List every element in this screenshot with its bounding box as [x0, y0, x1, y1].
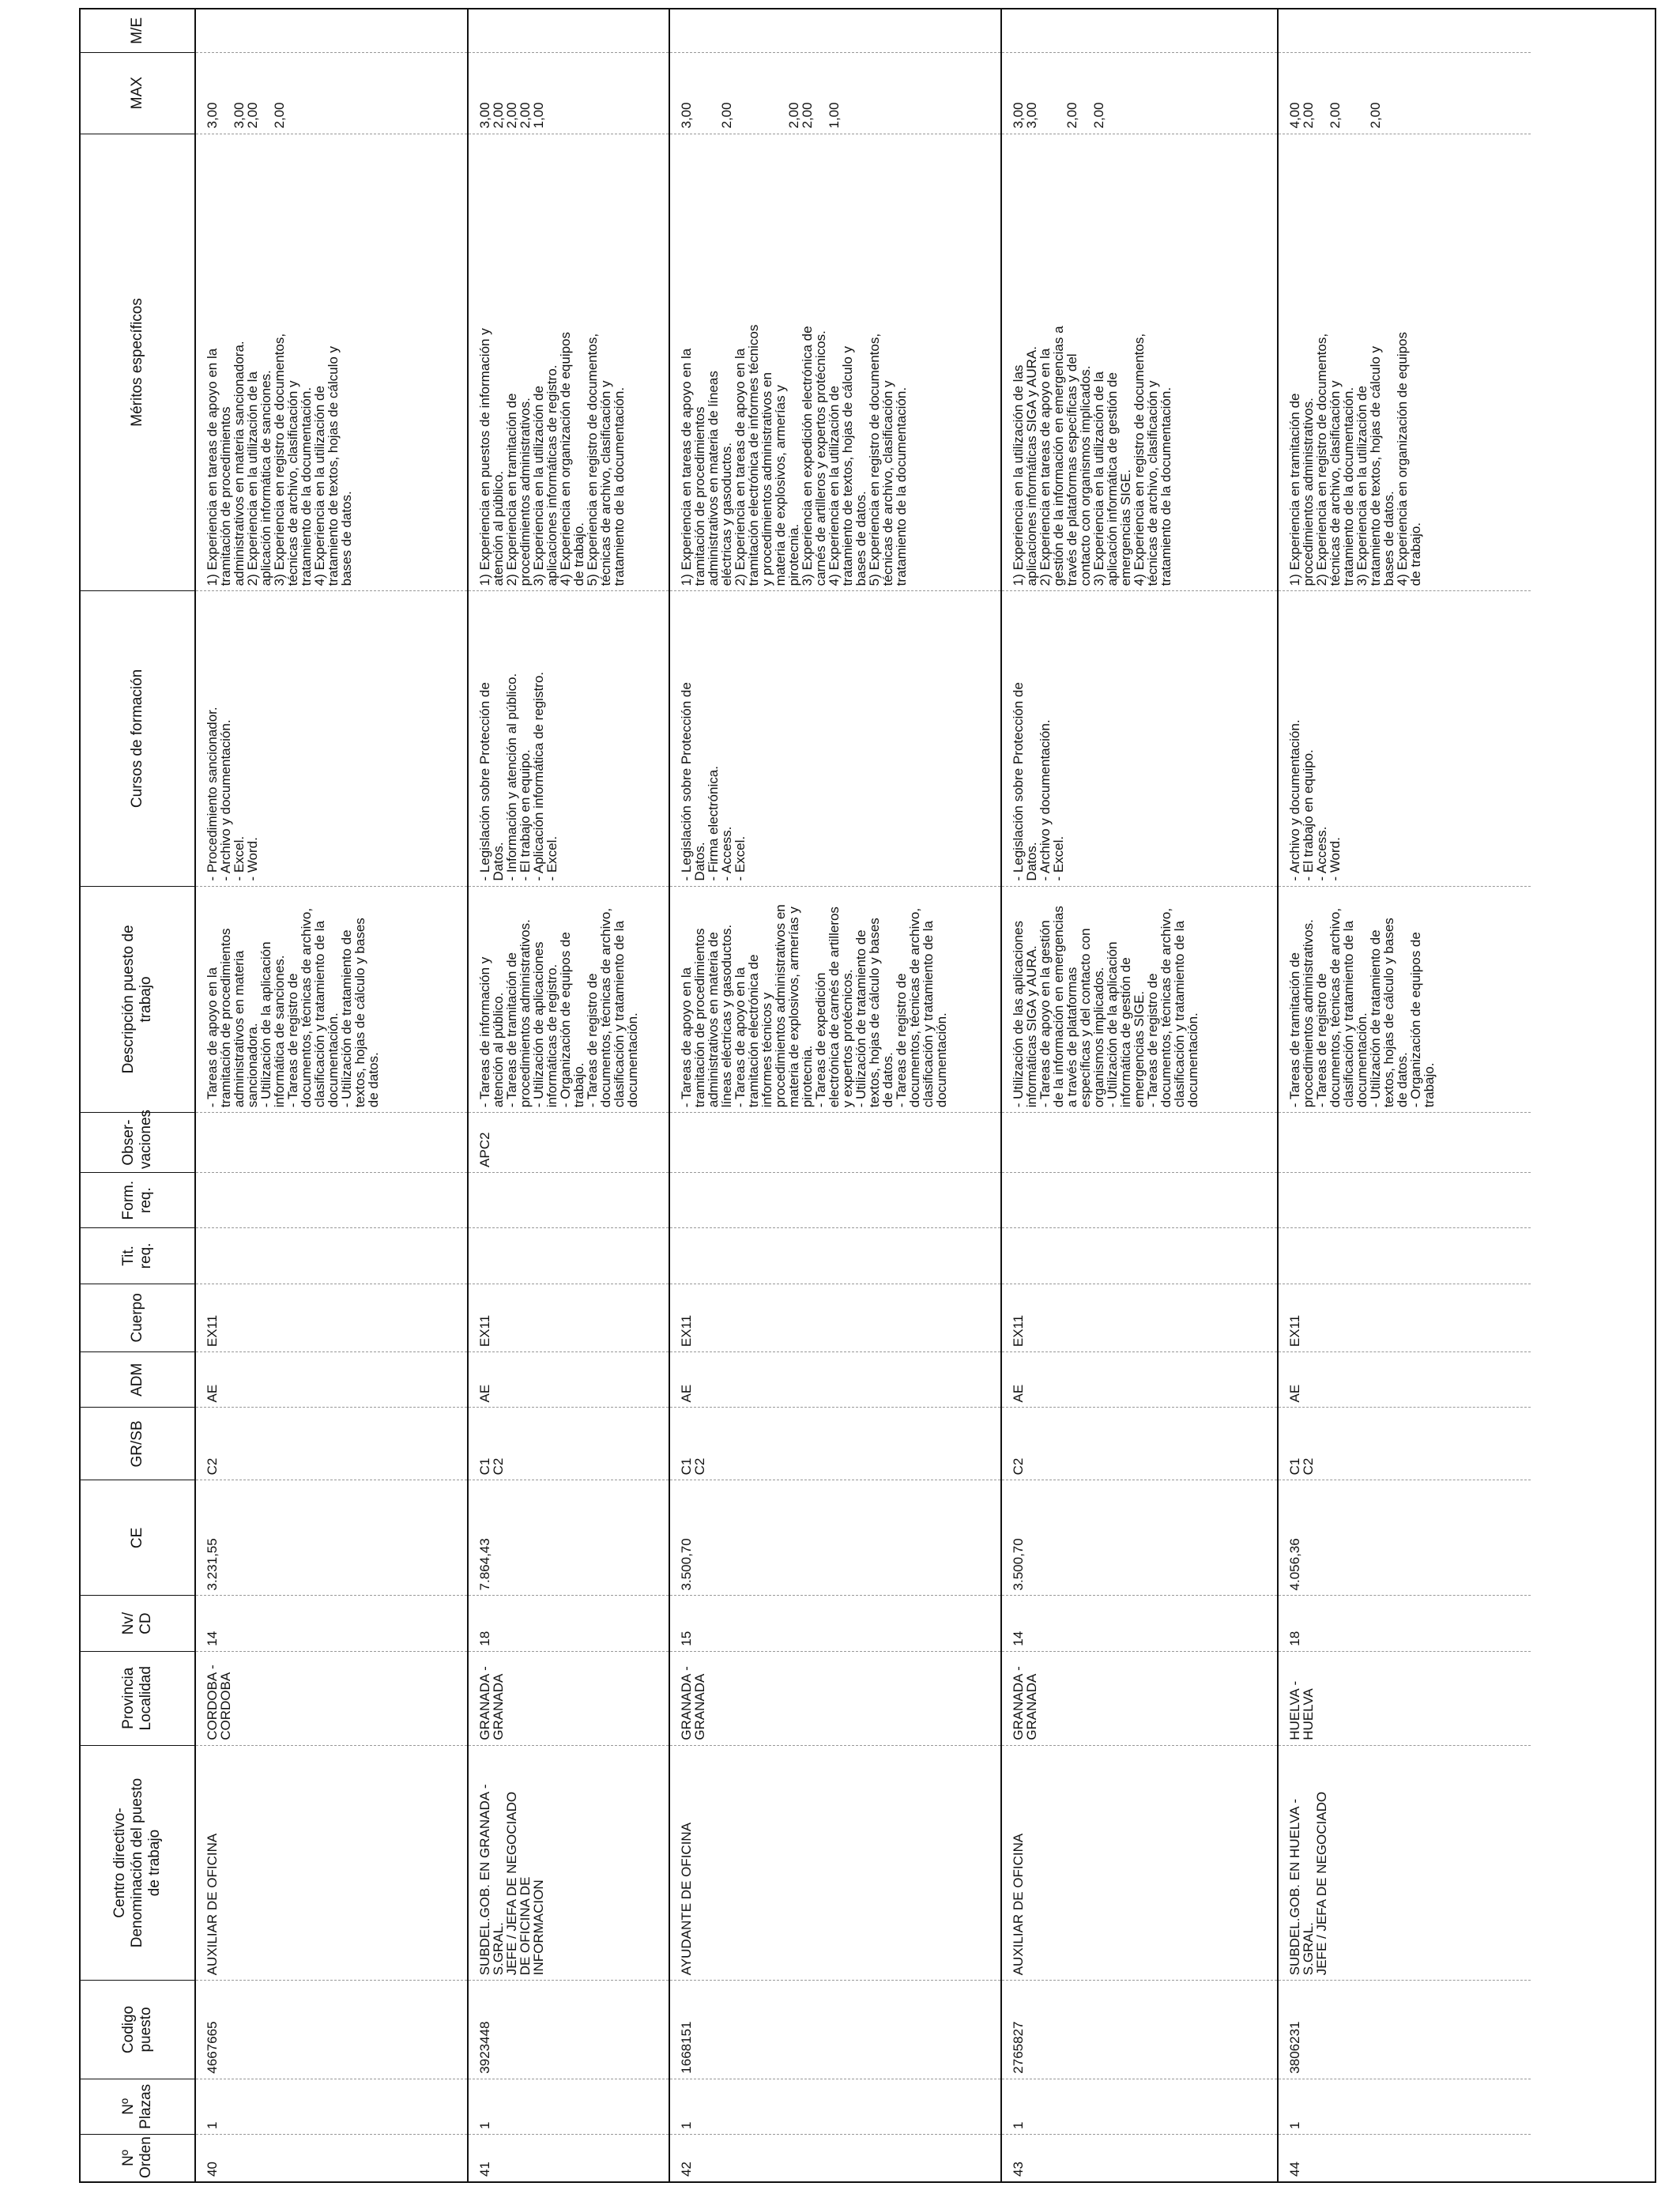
cell-cuerpo: EX11	[195, 1284, 468, 1352]
cell-descripcion: - Tareas de apoyo en la tramitación de procedimientos administrativos en materia sancionadora. - Utilización de la aplicación informática de sanciones. - Tareas de registro de documentos, técnicas de archivo, clasificación y tratamiento de la documentación. - Utilización de tratamiento de textos, hojas de cálculo y bases de datos.	[195, 886, 468, 1113]
puesto-denominacion: AYUDANTE DE OFICINA	[679, 1822, 694, 1976]
cell-orden: 40	[195, 2135, 468, 2182]
cell-tit	[468, 1228, 669, 1284]
cell-tit	[195, 1228, 468, 1284]
cell-tit	[1278, 1228, 1531, 1284]
cell-cursos: - Legislación sobre Protección de Datos. - Firma electrónica. - Access. - Excel.	[669, 591, 1001, 886]
header-plazas: Nº Plazas	[81, 2079, 195, 2134]
cell-meritos: 1) Experiencia en tareas de apoyo en la tramitación de procedimientos administrativos en materia de líneas eléctricas y gasoductos. 2) Experiencia en tareas de apoyo en la tramitación electrónica de informes técnicos y procedimientos administrativos en materia de explosivos, armerías y pirotecnia. 3) Experiencia en expedición electrónica de carnés de artilleros y expertos protécnicos. 4) Experiencia en la utilización de tratamiento de textos, hojas de cálculo y bases de datos. 5) Experiencia en registro de documentos, técnicas de archivo, clasificación y tratamiento de la documentación.	[669, 134, 1001, 591]
table-row	[1001, 9, 1278, 2181]
max-value	[1052, 58, 1065, 129]
cell-obs	[669, 1113, 1001, 1173]
puesto-denominacion: AUXILIAR DE OFICINA	[1011, 1833, 1026, 1976]
max-value	[1342, 58, 1355, 129]
max-value	[1079, 58, 1092, 129]
cell-max	[1278, 52, 1531, 134]
cell-orden: 41	[468, 2135, 669, 2182]
table-row	[669, 9, 1001, 2181]
header-meritos: Méritos específicos	[81, 134, 195, 591]
cell-me	[1001, 9, 1278, 52]
max-value	[774, 58, 787, 129]
max-value	[1038, 58, 1052, 129]
cell-meritos: 1) Experiencia en la utilización de las aplicaciones informáticas SIGA y AURA. 2) Experiencia en tareas de apoyo en la gestión de la información en emergencias a través de plataformas específicas y del contacto con organismos implicados. 3) Experiencia en la utilización de la aplicación informática de gestión de emergencias SIGE. 4) Experiencia en registro de documentos, técnicas de archivo, clasificación y tratamiento de la documentación.	[1001, 134, 1278, 591]
cell-meritos: 1) Experiencia en tramitación de procedimientos administrativos. 2) Experiencia en registro de documentos, técnicas de archivo, clasificación y tratamiento de la documentación. 3) Experiencia en la utilización de tratamiento de textos, hojas de cálculo y bases de datos. 4) Experiencia en organización de equipos de trabajo.	[1278, 134, 1531, 591]
max-value	[814, 58, 827, 129]
cell-centro	[669, 1745, 1001, 1981]
cell-codigo: 4667665	[195, 1981, 468, 2079]
cell-plazas: 1	[195, 2079, 468, 2134]
header-cuerpo: Cuerpo	[81, 1284, 195, 1352]
max-value: 3,00	[679, 102, 694, 129]
cell-me	[195, 9, 468, 52]
cell-orden: 42	[669, 2135, 1001, 2182]
max-value: 2,00	[1328, 102, 1343, 129]
cell-adm: AE	[468, 1352, 669, 1408]
cell-adm: AE	[669, 1352, 1001, 1408]
cell-descripcion: - Tareas de información y atención al público. - Tareas de tramitación de procedimientos administrativos. - Utilización de aplicaciones informáticas de registro. - Organización de equipos de trabajo. - Tareas de registro de documentos, técnicas de archivo, clasificación y tratamiento de la documentación.	[468, 886, 669, 1113]
header-ce: CE	[81, 1480, 195, 1596]
max-value: 2,00	[1301, 102, 1316, 129]
max-value: 2,00	[491, 102, 506, 129]
cell-cuerpo: EX11	[1278, 1284, 1531, 1352]
cell-obs	[195, 1113, 468, 1173]
max-value: 2,00	[272, 102, 287, 129]
cell-nvcd: 18	[468, 1596, 669, 1651]
puesto-denominacion: AUXILIAR DE OFICINA	[205, 1833, 220, 1976]
max-value: 3,00	[1024, 102, 1039, 129]
max-value	[706, 58, 720, 129]
max-value	[219, 58, 232, 129]
cell-centro	[195, 1745, 468, 1981]
cell-descripcion: - Tareas de tramitación de procedimientos administrativos. - Tareas de registro de documentos, técnicas de archivo, clasificación y tratamiento de la documentación. - Utilización de tratamiento de textos, hojas de cálculo y bases de datos. - Organización de equipos de trabajo.	[1278, 886, 1531, 1113]
header-me: M/E	[81, 9, 195, 52]
max-value: 2,00	[1368, 102, 1383, 129]
cell-orden: 43	[1001, 2135, 1278, 2182]
header-nvcd: Nv/ CD	[81, 1596, 195, 1651]
max-value: 2,00	[245, 102, 260, 129]
cell-ce: 4.056,36	[1278, 1480, 1531, 1596]
cell-grsb: C2	[1001, 1408, 1278, 1480]
cell-nvcd: 15	[669, 1596, 1001, 1651]
max-value: 2,00	[800, 102, 815, 129]
puesto-denominacion: JEFE / JEFA DE NEGOCIADO DE OFICINA DE INFORMACION	[504, 1791, 546, 1976]
max-value	[733, 58, 747, 129]
max-value: 3,00	[1011, 102, 1026, 129]
cell-centro	[468, 1745, 669, 1981]
cell-provincia: GRANADA - GRANADA	[1001, 1651, 1278, 1745]
cell-cuerpo: EX11	[669, 1284, 1001, 1352]
cell-grsb: C1 C2	[1278, 1408, 1531, 1480]
max-value: 2,00	[719, 102, 734, 129]
cell-centro	[1001, 1745, 1278, 1981]
cell-nvcd: 18	[1278, 1596, 1531, 1651]
cell-grsb: C1 C2	[669, 1408, 1001, 1480]
max-value	[1355, 58, 1369, 129]
cell-cursos: - Legislación sobre Protección de Datos. - Información y atención al público. - El trabajo en equipo. - Aplicación informática de registro. - Excel.	[468, 591, 669, 886]
max-value: 2,00	[504, 102, 519, 129]
cell-obs	[1278, 1113, 1531, 1173]
cell-max	[1001, 52, 1278, 134]
max-value: 3,00	[232, 102, 247, 129]
cell-adm: AE	[1001, 1352, 1278, 1408]
header-obs: Obser- vaciones	[81, 1113, 195, 1173]
cell-provincia: GRANADA - GRANADA	[669, 1651, 1001, 1745]
table-row	[195, 9, 468, 2181]
cell-descripcion: - Tareas de apoyo en la tramitación de procedimientos administrativos en materia de líneas eléctricas y gasoductos. - Tareas de apoyo en la tramitación electrónica de informes técnicos y procedimientos administrativos en materia de explosivos, armerías y pirotecnia. - Tareas de expedición electrónica de carnés de artilleros y expertos protécnicos. - Utilización de tratamiento de textos, hojas de cálculo y bases de datos. - Tareas de registro de documentos, técnicas de archivo, clasificación y tratamiento de la documentación.	[669, 886, 1001, 1113]
cell-plazas: 1	[1001, 2079, 1278, 2134]
cell-cursos: - Procedimiento sancionador. - Archivo y documentación. - Excel. - Word.	[195, 591, 468, 886]
header-cursos: Cursos de formación	[81, 591, 195, 886]
max-value: 1,00	[827, 102, 842, 129]
cell-obs: APC2	[468, 1113, 669, 1173]
cell-form	[1278, 1172, 1531, 1227]
cell-max	[669, 52, 1001, 134]
header-orden: Nº Orden	[81, 2135, 195, 2182]
cell-me	[1278, 9, 1531, 52]
header-centro: Centro directivo- Denominación del puesto de trabajo	[81, 1745, 195, 1981]
header-max: MAX	[81, 52, 195, 134]
cell-max	[195, 52, 468, 134]
header-grsb: GR/SB	[81, 1408, 195, 1480]
cell-adm: AE	[1278, 1352, 1531, 1408]
max-value: 3,00	[205, 102, 220, 129]
cell-ce: 3.500,70	[669, 1480, 1001, 1596]
cell-obs	[1001, 1113, 1278, 1173]
cell-form	[1001, 1172, 1278, 1227]
header-row	[81, 9, 195, 2181]
cell-cuerpo: EX11	[1001, 1284, 1278, 1352]
centro-directivo: SUBDEL.GOB. EN GRANADA - S.GRAL.	[477, 1784, 506, 1976]
cell-tit	[1001, 1228, 1278, 1284]
max-value	[693, 58, 706, 129]
header-form: Form. req.	[81, 1172, 195, 1227]
cell-cursos: - Legislación sobre Protección de Datos. - Archivo y documentación. - Excel.	[1001, 591, 1278, 886]
max-value: 4,00	[1287, 102, 1302, 129]
cell-form	[468, 1172, 669, 1227]
cell-codigo: 1668151	[669, 1981, 1001, 2079]
cell-grsb: C2	[195, 1408, 468, 1480]
cell-meritos: 1) Experiencia en puestos de información y atención al público. 2) Experiencia en tramitación de procedimientos administrativos. 3) Experiencia en la utilización de aplicaciones informáticas de registro. 4) Experiencia en organización de equipos de trabajo. 5) Experiencia en registro de documentos, técnicas de archivo, clasificación y tratamiento de la documentación.	[468, 134, 669, 591]
cell-form	[195, 1172, 468, 1227]
max-value: 3,00	[477, 102, 492, 129]
max-value: 2,00	[1091, 102, 1106, 129]
cell-ce: 3.500,70	[1001, 1480, 1278, 1596]
max-value: 1,00	[531, 102, 546, 129]
cell-me	[669, 9, 1001, 52]
cell-ce: 7.864,43	[468, 1480, 669, 1596]
cell-form	[669, 1172, 1001, 1227]
cell-ce: 3.231,55	[195, 1480, 468, 1596]
max-value	[259, 58, 273, 129]
cell-descripcion: - Utilización de las aplicaciones informáticas SIGA y AURA. - Tareas de apoyo en la gestión de la información en emergencias a través de plataformas específicas y del contacto con organismos implicados. - Utilización de la aplicación informática de gestión de emergencias SIGE. - Tareas de registro de documentos, técnicas de archivo, clasificación y tratamiento de la documentación.	[1001, 886, 1278, 1113]
cell-plazas: 1	[1278, 2079, 1531, 2134]
rotated-page	[79, 8, 1656, 2183]
cell-provincia: GRANADA - GRANADA	[468, 1651, 669, 1745]
max-value: 2,00	[786, 102, 801, 129]
job-positions-table	[81, 9, 1531, 2181]
header-codigo: Codigo puesto	[81, 1981, 195, 2079]
cell-nvcd: 14	[1001, 1596, 1278, 1651]
cell-plazas: 1	[468, 2079, 669, 2134]
table-row	[468, 9, 669, 2181]
header-provincia: Provincia Localidad	[81, 1651, 195, 1745]
cell-grsb: C1 C2	[468, 1408, 669, 1480]
header-adm: ADM	[81, 1352, 195, 1408]
cell-provincia: HUELVA - HUELVA	[1278, 1651, 1531, 1745]
cell-max	[468, 52, 669, 134]
cell-tit	[669, 1228, 1001, 1284]
cell-codigo: 2765827	[1001, 1981, 1278, 2079]
cell-codigo: 3923448	[468, 1981, 669, 2079]
cell-meritos: 1) Experiencia en tareas de apoyo en la tramitación de procedimientos administrativos en materia sancionadora. 2) Experiencia en la utilización de la aplicación informática de sanciones. 3) Experiencia en registro de documentos, técnicas de archivo, clasificación y tratamiento de la documentación. 4) Experiencia en la utilización de tratamiento de textos, hojas de cálculo y bases de datos.	[195, 134, 468, 591]
table-row	[1278, 9, 1531, 2181]
cell-centro	[1278, 1745, 1531, 1981]
table-body	[195, 9, 1531, 2181]
max-value	[1315, 58, 1328, 129]
cell-orden: 44	[1278, 2135, 1531, 2182]
centro-directivo: SUBDEL.GOB. EN HUELVA - S.GRAL.	[1287, 1799, 1316, 1976]
cell-provincia: CORDOBA - CORDOBA	[195, 1651, 468, 1745]
header-descripcion: Descripción puesto de trabajo	[81, 886, 195, 1113]
max-value: 2,00	[518, 102, 533, 129]
cell-cuerpo: EX11	[468, 1284, 669, 1352]
cell-cursos: - Archivo y documentación. - El trabajo en equipo. - Access. - Word.	[1278, 591, 1531, 886]
cell-me	[468, 9, 669, 52]
header-tit: Tit. req.	[81, 1228, 195, 1284]
cell-plazas: 1	[669, 2079, 1001, 2134]
max-value: 2,00	[1064, 102, 1079, 129]
cell-nvcd: 14	[195, 1596, 468, 1651]
max-value	[747, 58, 760, 129]
cell-adm: AE	[195, 1352, 468, 1408]
cell-codigo: 3806231	[1278, 1981, 1531, 2079]
max-value	[760, 58, 774, 129]
puesto-denominacion: JEFE / JEFA DE NEGOCIADO	[1314, 1791, 1329, 1976]
